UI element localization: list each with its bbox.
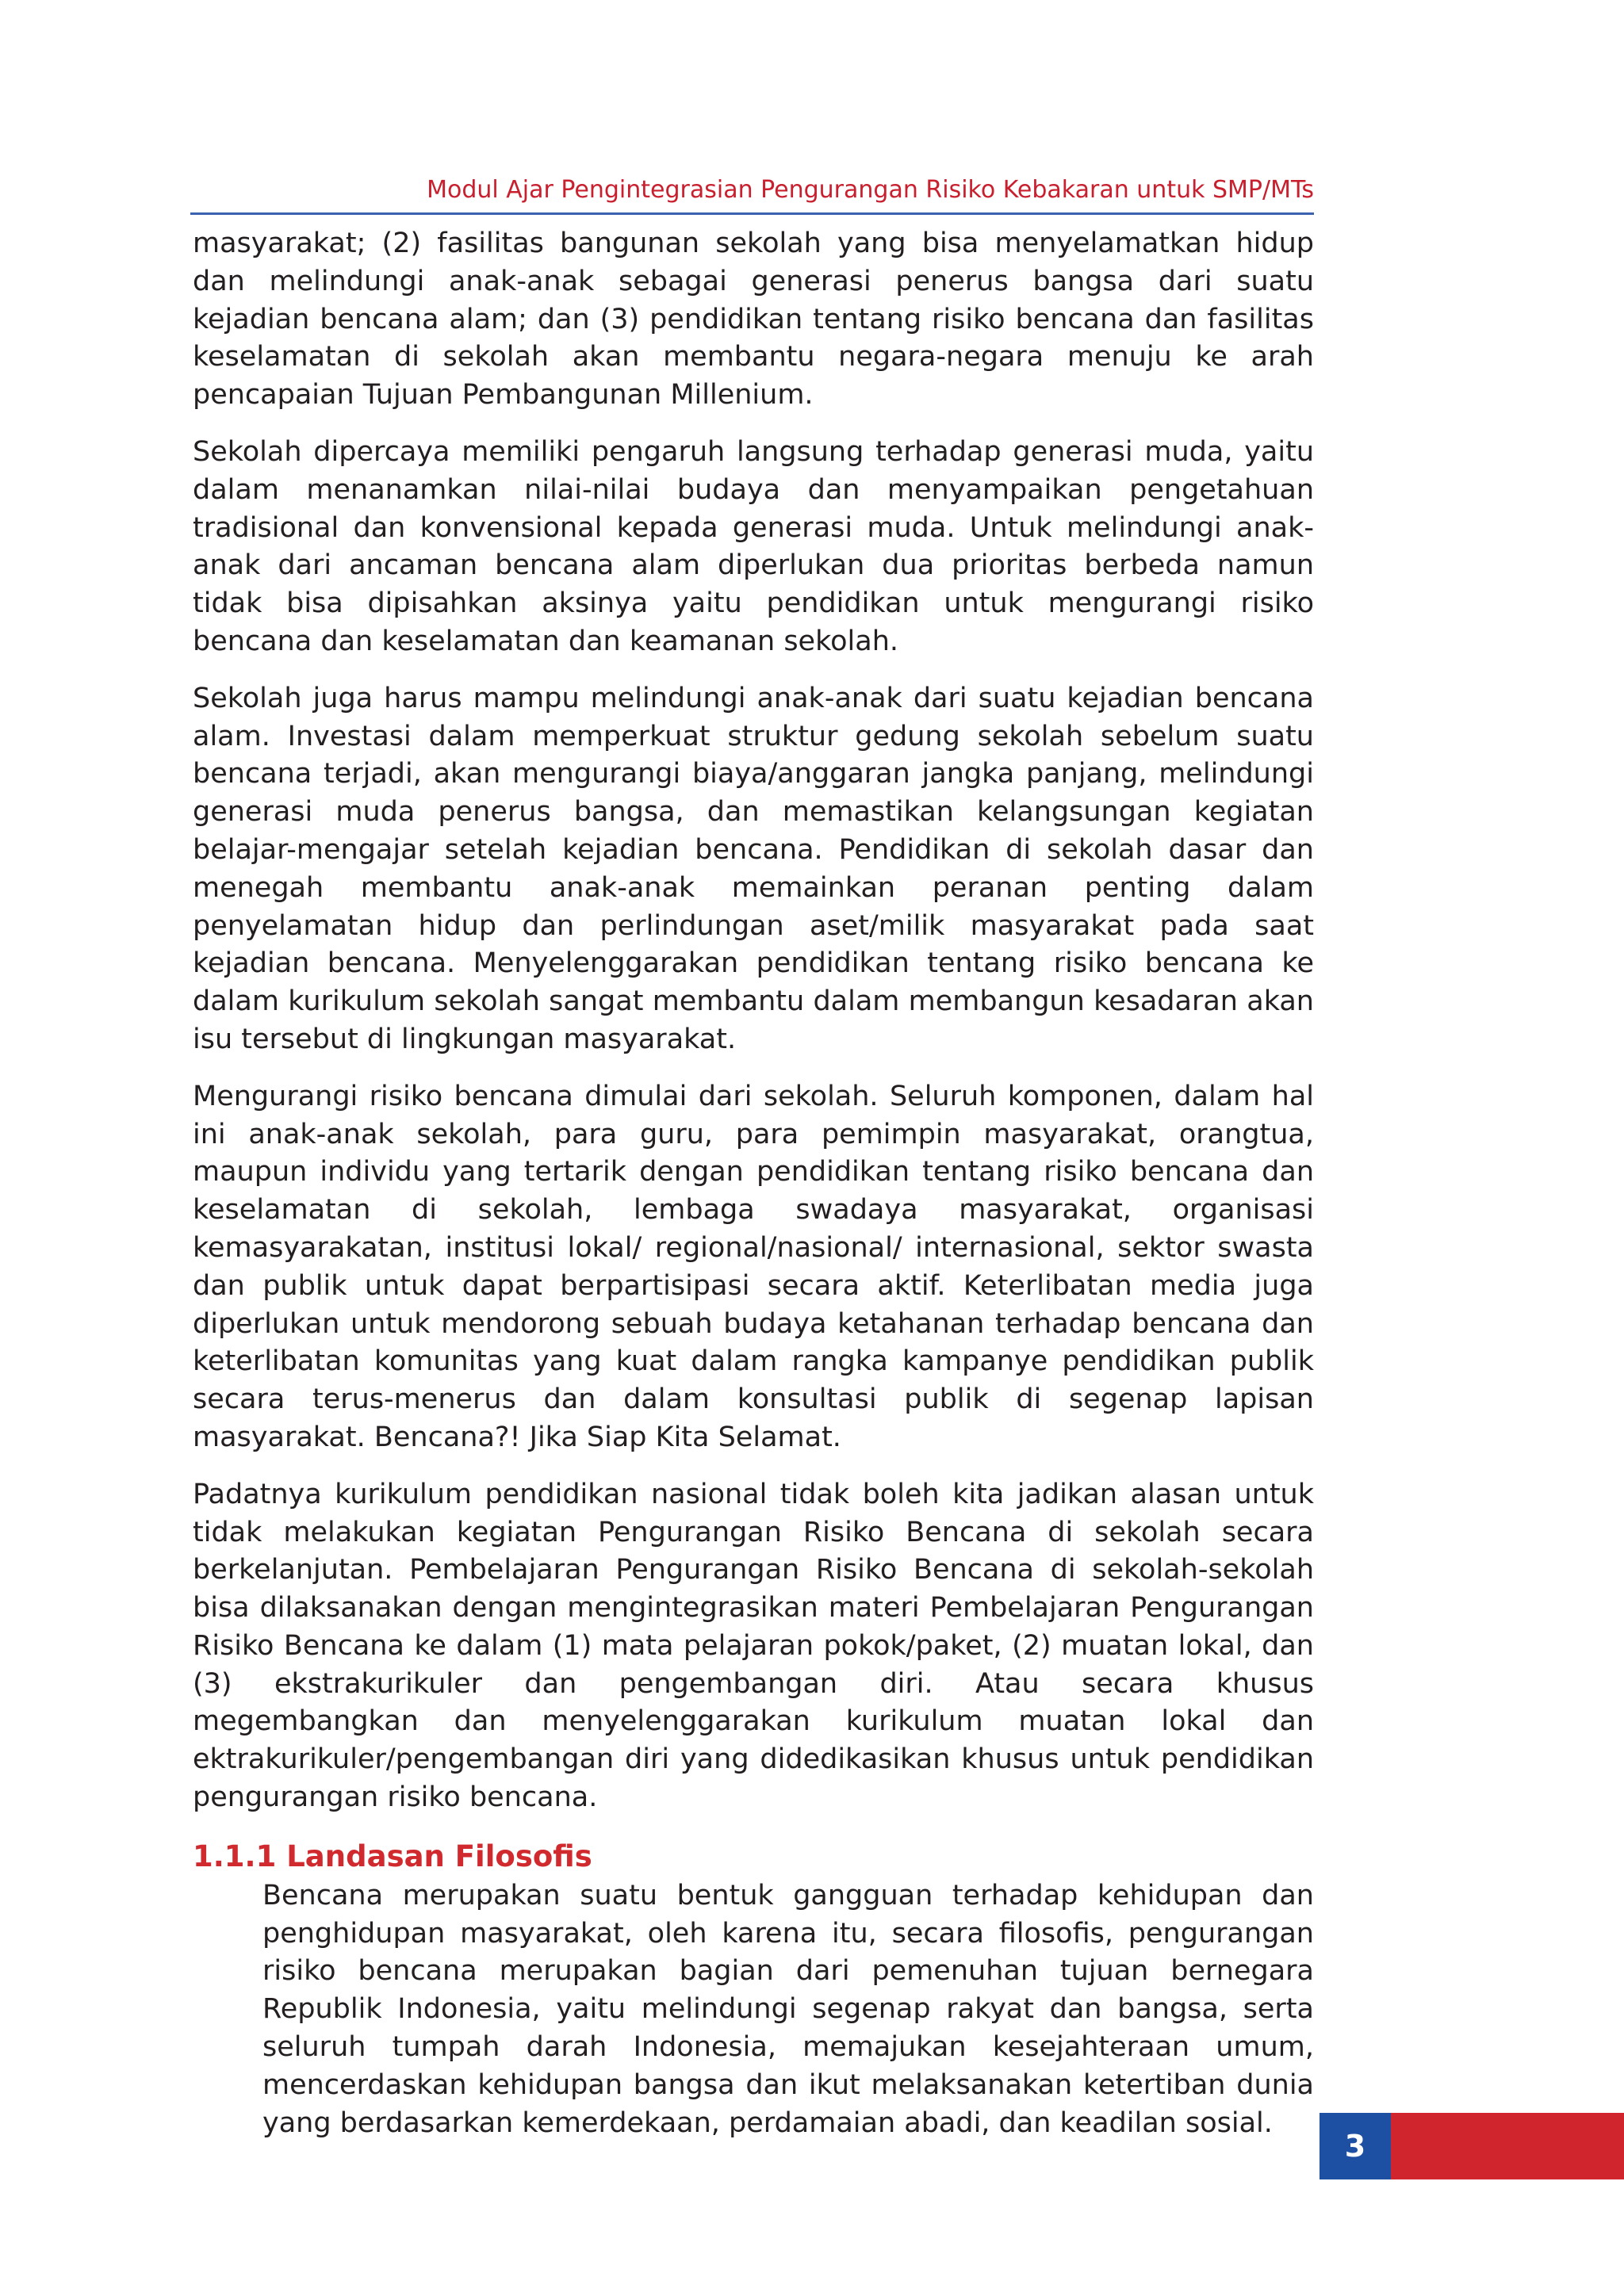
header-divider: [190, 212, 1314, 215]
running-header-title: Modul Ajar Pengintegrasian Pengurangan Risiko Kebakaran untuk SMP/MTs: [427, 176, 1314, 204]
paragraph-3: Sekolah juga harus mampu melindungi anak-anak dari suatu kejadian bencana alam. Investasi dalam memperkuat struktur gedung sekolah sebelum suatu bencana terjadi, akan mengurangi biaya/anggaran jangka panjang, melindungi generasi muda penerus bangsa, dan memastikan kelangsungan kegiatan belajar-mengajar setelah kejadian bencana. Pendidikan di sekolah dasar dan menegah membantu anak-anak memainkan peranan penting dalam penyelamatan hidup dan perlindungan aset/milik masyarakat pada saat kejadian bencana. Menyelenggarakan pendidikan tentang risiko bencana ke dalam kurikulum sekolah sangat membantu dalam membangun kesadaran akan isu tersebut di lingkungan masyarakat.: [193, 682, 1314, 1055]
paragraph-2: Sekolah dipercaya memiliki pengaruh langsung terhadap generasi muda, yaitu dalam menanamkan nilai-nilai budaya dan menyampaikan pengetahuan tradisional dan konvensional kepada generasi muda. Untuk melindungi anak-anak dari ancaman bencana alam diperlukan dua prioritas berbeda namun tidak bisa dipisahkan aksinya yaitu pendidikan untuk mengurangi risiko bencana dan keselamatan dan keamanan sekolah.: [193, 435, 1314, 657]
document-body: [193, 225, 1314, 2142]
paragraph-4: Mengurangi risiko bencana dimulai dari sekolah. Seluruh komponen, dalam hal ini anak-anak sekolah, para guru, para pemimpin masyarakat, orangtua, maupun individu yang tertarik dengan pendidikan tentang risiko bencana dan keselamatan di sekolah, lembaga swadaya masyarakat, organisasi kemasyarakatan, institusi lokal/ regional/nasional/ internasional, sektor swasta dan publik untuk dapat berpartisipasi secara aktif. Keterlibatan media juga diperlukan untuk mendorong sebuah budaya ketahanan terhadap bencana dan keterlibatan komunitas yang kuat dalam rangka kampanye pendidikan publik secara terus-menerus dan dalam konsultasi publik di segenap lapisan masyarakat. Bencana?! Jika Siap Kita Selamat.: [193, 1080, 1314, 1453]
section-paragraph: Bencana merupakan suatu bentuk gangguan terhadap kehidupan dan penghidupan masyarakat, oleh karena itu, secara filosofis, pengurangan risiko bencana merupakan bagian dari pemenuhan tujuan bernegara Republik Indonesia, yaitu melindungi segenap rakyat dan bangsa, serta seluruh tumpah darah Indonesia, memajukan kesejahteraan umum, mencerdaskan kehidupan bangsa dan ikut melaksanakan ketertiban dunia yang berdasarkan kemerdekaan, perdamaian abadi, dan keadilan sosial.: [262, 1879, 1314, 2139]
paragraph-1: masyarakat; (2) fasilitas bangunan sekolah yang bisa menyelamatkan hidup dan melindungi anak-anak sebagai generasi penerus bangsa dari suatu kejadian bencana alam; dan (3) pendidikan tentang risiko bencana dan fasilitas keselamatan di sekolah akan membantu negara-negara menuju ke arah pencapaian Tujuan Pembangunan Millenium.: [193, 228, 1314, 411]
footer-red-bar: [1391, 2113, 1624, 2179]
page-number: 3: [1320, 2113, 1391, 2179]
paragraph-5: Padatnya kurikulum pendidikan nasional tidak boleh kita jadikan alasan untuk tidak melakukan kegiatan Pengurangan Risiko Bencana di sekolah secara berkelanjutan. Pembelajaran Pengurangan Risiko Bencana di sekolah-sekolah bisa dilaksanakan dengan mengintegrasikan materi Pembelajaran Pengurangan Risiko Bencana ke dalam (1) mata pelajaran pokok/paket, (2) muatan lokal, dan (3) ekstrakurikuler dan pengembangan diri. Atau secara khusus megembangkan dan menyelenggarakan kurikulum muatan lokal dan ektrakurikuler/pengembangan diri yang didedikasikan khusus untuk pendidikan pengurangan risiko bencana.: [193, 1478, 1314, 1814]
page-footer-tab: [1320, 2113, 1624, 2179]
section-heading: 1.1.1 Landasan Filosofis: [193, 1839, 592, 1873]
